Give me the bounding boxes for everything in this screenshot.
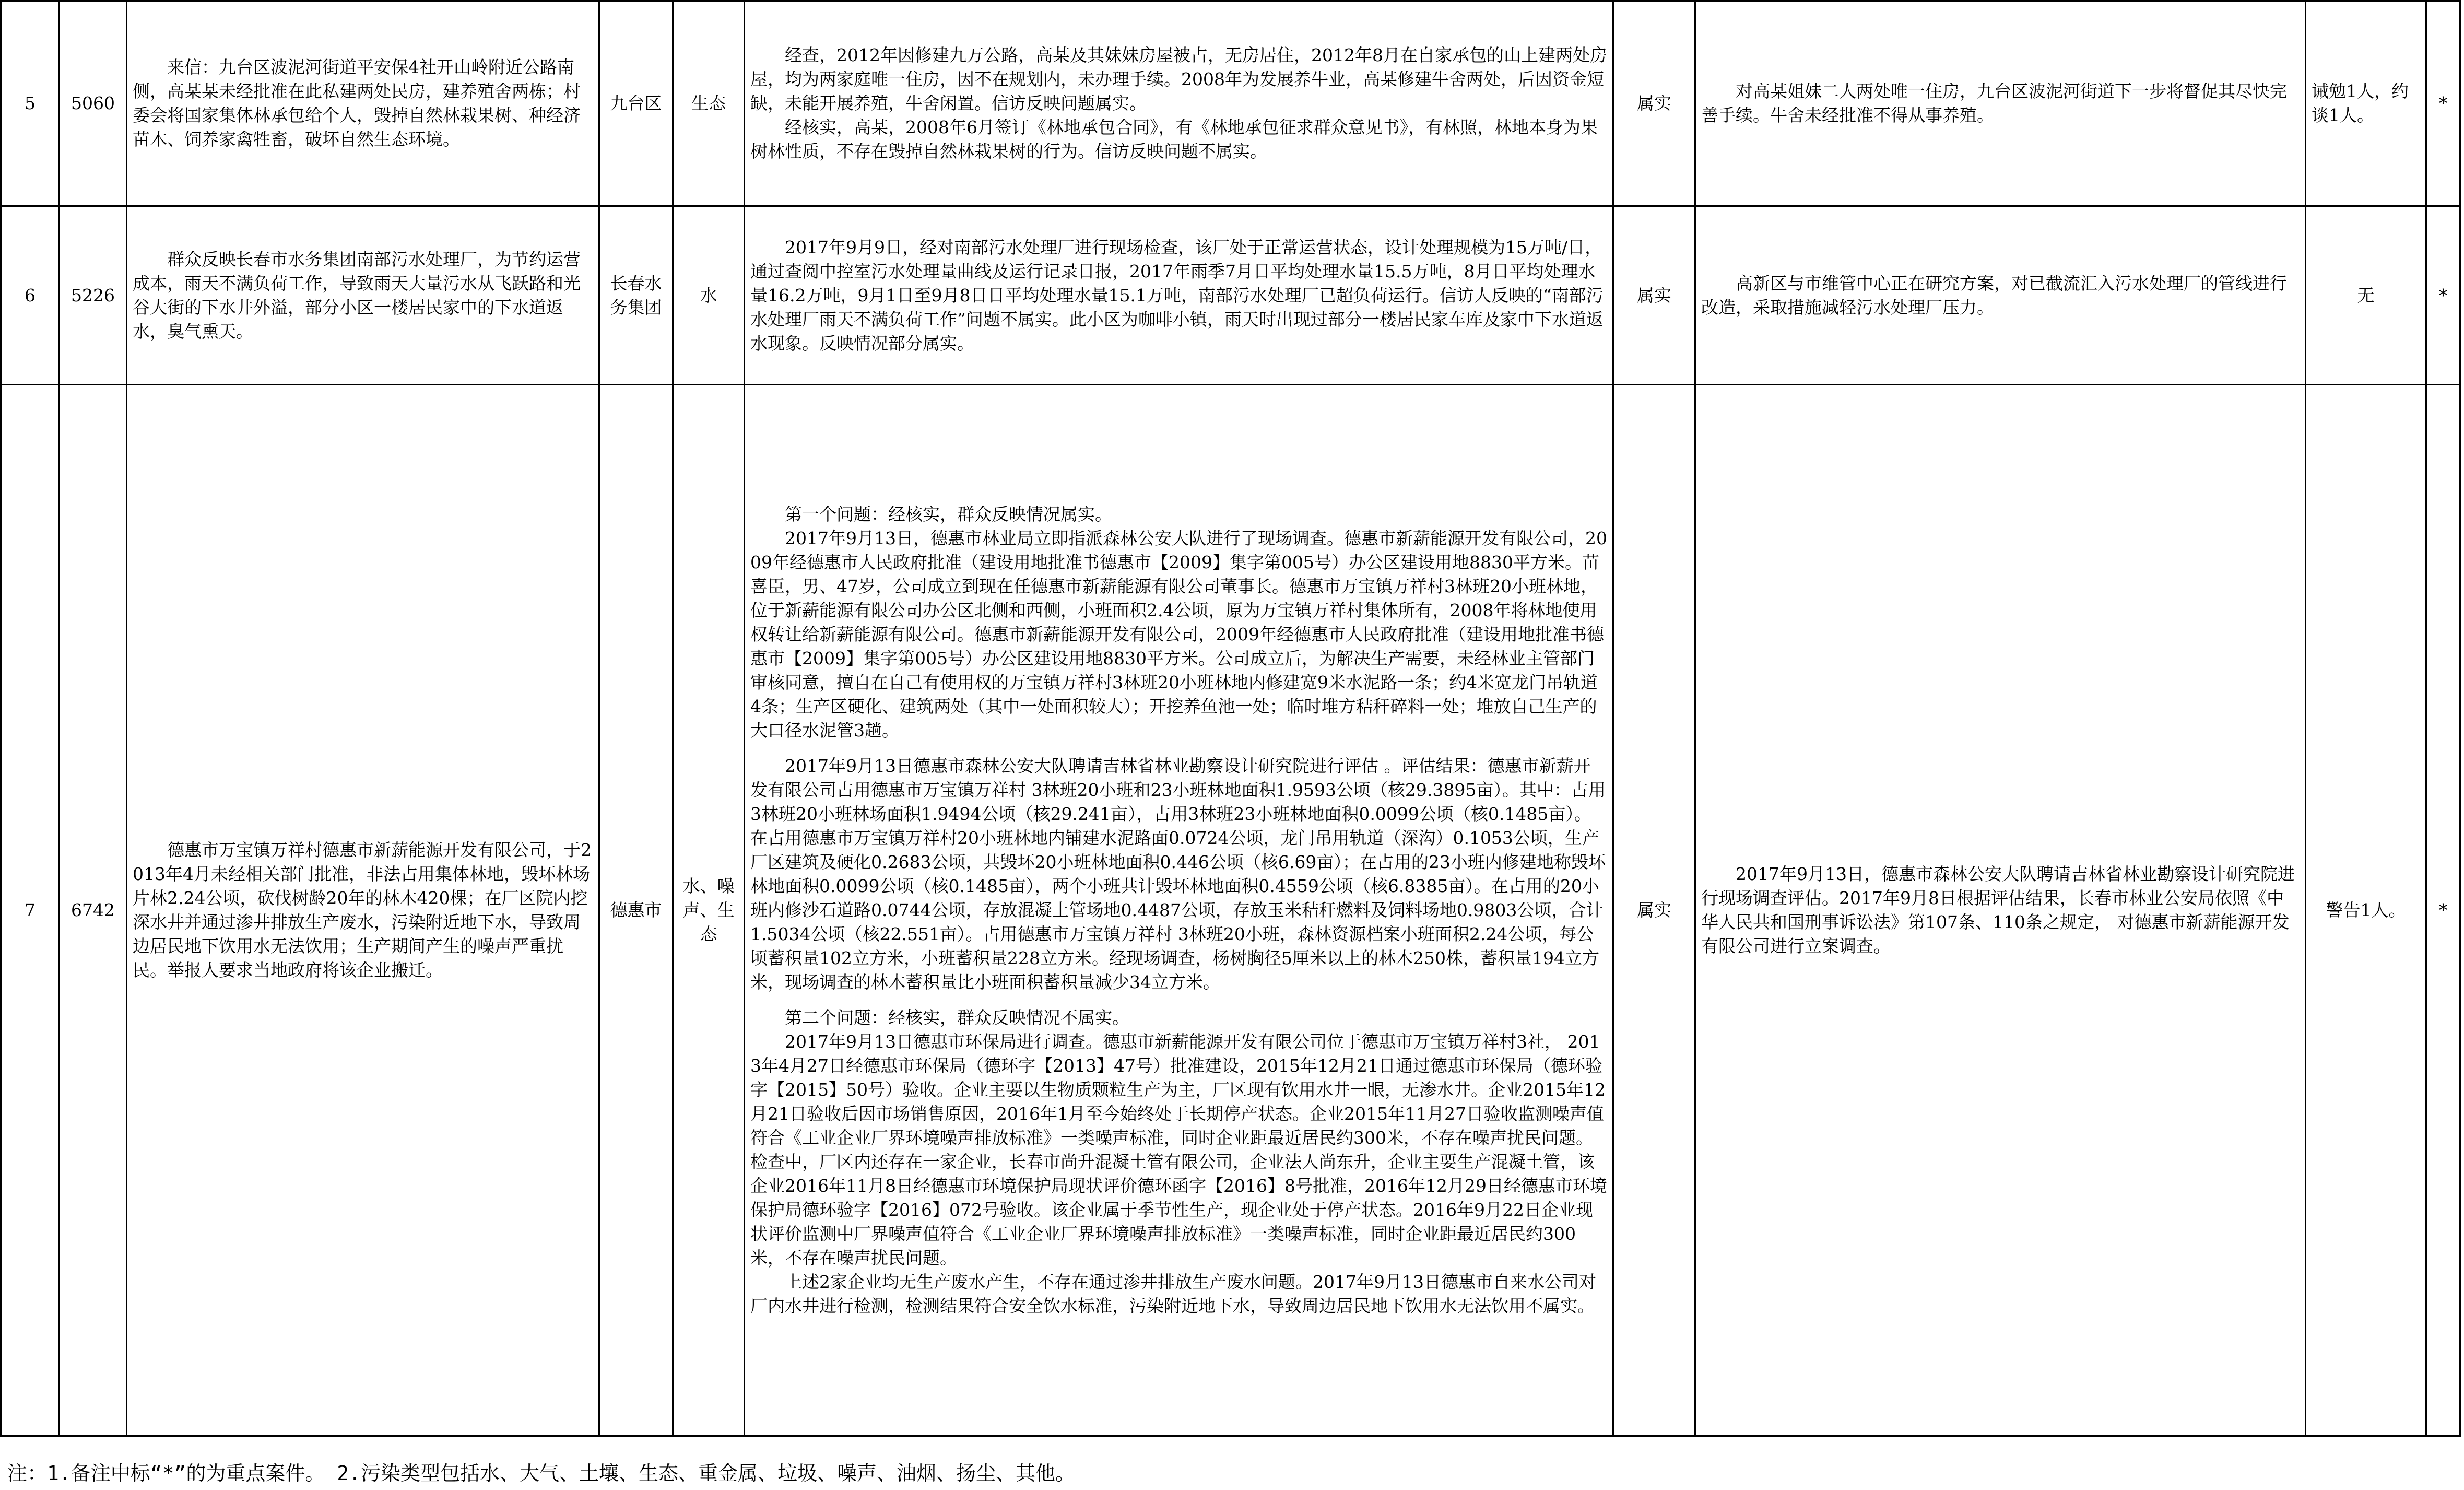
pollution-type-cell: 生态 — [673, 1, 745, 206]
result-paragraph: 2017年9月9日，经对南部污水处理厂进行现场检查，该厂处于正常运营状态，设计处理规模为15万吨/日，通过查阅中控室污水处理量曲线及运行记录日报，2017年雨季7月日平均处理水量15.5万吨，8月日平均处理水量16.2万吨，9月1日至9月8日日平均处理水量15.1万吨，南部污水处理厂已超负荷运行。信访人反映的“南部污水处理厂雨天不满负荷工作”问题不属实。此小区为咖啡小镇，雨天时出现过部分一楼居民家车库及家中下水道返水现象。反映情况部分属实。 — [750, 237, 1604, 354]
seq-cell: 7 — [1, 385, 60, 1436]
result-paragraph: 2017年9月13日德惠市森林公安大队聘请吉林省林业勘察设计研究院进行评估 。评估结果：德惠市新薪开发有限公司占用德惠市万宝镇万祥村 3林班20小班和23小班林地面积1.9593公顷（核29.3895亩）。其中：占用3林班20小班林场面积1.9494公顷（核29.241亩），占用3林班23小班林地面积0.0099公顷（核0.1485亩）。在占用德惠市万宝镇万祥村20小班林地内铺建水泥路面0.0724公顷，龙门吊用轨道（深沟）0.1053公顷，生产厂区建筑及硬化0.2683公顷，共毁坏20小班林地面积0.446公顷（核6.69亩）；在占用的23小班内修建地称毁坏林地面积0.0099公顷（核0.1485亩），两个小班共计毁坏林地面积0.4559公顷（核6.8385亩）。在占用的20小班内修沙石道路0.0744公顷，存放混凝土管场地0.4487公顷，存放玉米秸秆燃料及饲料场地0.9803公顷，合计1.5034公顷（核22.551亩）。占用德惠市万宝镇万祥村 3林班20小班，森林资源档案小班面积2.24公顷，每公顷蓄积量102立方米，小班蓄积量228立方米。经现场调查，杨树胸径5厘米以上的林木250株，蓄积量194立方米，现场调查的林木蓄积量比小班面积蓄积量减少34立方米。 — [750, 756, 1606, 992]
handling-action-cell — [1695, 1, 2306, 206]
region-cell: 九台区 — [599, 1, 673, 206]
complaint-content-cell — [127, 385, 599, 1436]
action-text: 高新区与市维管中心正在研究方案，对已截流汇入污水处理厂的管线进行改造，采取措施减轻污水处理厂压力。 — [1701, 273, 2287, 318]
seq-cell: 5 — [1, 1, 60, 206]
table-row — [1, 385, 2460, 1436]
complaint-text: 群众反映长春市水务集团南部污水处理厂，为节约运营成本，雨天不满负荷工作，导致雨天大量污水从飞跃路和光谷大街的下水井外溢，部分小区一楼居民家中的下水道返水，臭气熏天。 — [133, 249, 581, 342]
remark-cell: * — [2426, 385, 2460, 1436]
case-id-cell: 5226 — [60, 206, 127, 385]
table-row — [1, 206, 2460, 385]
result-paragraph: 第二个问题：经核实，群众反映情况不属实。 — [785, 1007, 1129, 1028]
pollution-type-cell: 水 — [673, 206, 745, 385]
investigation-result-cell — [745, 1, 1613, 206]
remark-cell: * — [2426, 206, 2460, 385]
complaint-text: 德惠市万宝镇万祥村德惠市新薪能源开发有限公司，于2013年4月未经相关部门批准，非法占用集体林地，毁坏林场片林2.24公顷，砍伐树龄20年的林木420棵；在厂区院内挖深水井并通过渗井排放生产废水，污染附近地下水，导致周边居民地下饮用水无法饮用；生产期间产生的噪声严重扰民。举报人要求当地政府将该企业搬迁。 — [133, 840, 592, 980]
result-paragraph: 2017年9月13日，德惠市林业局立即指派森林公安大队进行了现场调查。德惠市新薪能源开发有限公司，2009年经德惠市人民政府批准（建设用地批准书德惠市【2009】集字第005号）办公区建设用地8830平方米。苗喜臣，男、47岁，公司成立到现在任德惠市新薪能源有限公司董事长。德惠市万宝镇万祥村3林班20小班林地，位于新薪能源有限公司办公区北侧和西侧，小班面积2.4公顷，原为万宝镇万祥村集体所有，2008年将林地使用权转让给新薪能源有限公司。德惠市新薪能源开发有限公司，2009年经德惠市人民政府批准（建设用地批准书德惠市【2009】集字第005号）办公区建设用地8830平方米。公司成立后，为解决生产需要，未经林业主管部门审核同意，擅自在自己有使用权的万宝镇万祥村3林班20小班林地内修建宽9米水泥路一条；约4米宽龙门吊轨道4条；生产区硬化、建筑两处（其中一处面积较大）；开挖养鱼池一处；临时堆方秸秆碎料一处；堆放自己生产的大口径水泥管3趟。 — [750, 528, 1607, 741]
accountability-cell: 无 — [2306, 206, 2426, 385]
verdict-cell: 属实 — [1613, 385, 1695, 1436]
case-id-cell: 6742 — [60, 385, 127, 1436]
footnote: 注：1.备注中标“*”的为重点案件。 2.污染类型包括水、大气、土壤、生态、重金属、垃圾、噪声、油烟、扬尘、其他。 — [7, 1462, 1076, 1485]
case-id-cell: 5060 — [60, 1, 127, 206]
region-cell: 德惠市 — [599, 385, 673, 1436]
accountability-cell: 警告1人。 — [2306, 385, 2426, 1436]
action-text: 2017年9月13日，德惠市森林公安大队聘请吉林省林业勘察设计研究院进行现场调查评估。2017年9月8日根据评估结果，长春市林业公安局依照《中华人民共和国刑事诉讼法》第107条、110条之规定， 对德惠市新薪能源开发有限公司进行立案调查。 — [1701, 864, 2295, 956]
result-paragraph: 经核实，高某，2008年6月签订《林地承包合同》，有《林地承包征求群众意见书》，有林照，林地本身为果树林性质，不存在毁掉自然林栽果树的行为。信访反映问题不属实。 — [750, 117, 1598, 161]
result-paragraph: 第一个问题：经核实，群众反映情况属实。 — [785, 504, 1112, 524]
accountability-cell: 诫勉1人，约谈1人。 — [2306, 1, 2426, 206]
complaint-content-cell — [127, 206, 599, 385]
handling-action-cell — [1695, 206, 2306, 385]
handling-action-cell — [1695, 385, 2306, 1436]
result-paragraph: 上述2家企业均无生产废水产生，不存在通过渗井排放生产废水问题。2017年9月13日德惠市自来水公司对厂内水井进行检测，检测结果符合安全饮水标准，污染附近地下水，导致周边居民地下饮用水无法饮用不属实。 — [750, 1272, 1596, 1316]
region-cell: 长春水务集团 — [599, 206, 673, 385]
verdict-cell: 属实 — [1613, 206, 1695, 385]
result-paragraph: 2017年9月13日德惠市环保局进行调查。德惠市新薪能源开发有限公司位于德惠市万宝镇万祥村3社， 2013年4月27日经德惠市环保局（德环字【2013】47号）批准建设，2015年12月21日通过德惠市环保局（德环验字【2015】50号）验收。企业主要以生物质颗粒生产为主，厂区现有饮用水井一眼，无渗水井。企业2015年12月21日验收后因市场销售原因，2016年1月至今始终处于长期停产状态。企业2015年11月27日验收监测噪声值符合《工业企业厂界环境噪声排放标准》一类噪声标准，同时企业距最近居民约300米，不存在噪声扰民问题。 检查中，厂区内还存在一家企业，长春市尚升混凝土管有限公司，企业法人尚东升，企业主要生产混凝土管，该企业2016年11月8日经德惠市环境保护局现状评价德环函字【2016】8号批准，2016年12月29日经德惠市环境保护局德环验字【2016】072号验收。该企业属于季节性生产，现企业处于停产状态。2016年9月22日企业现状评价监测中厂界噪声值符合《工业企业厂界环境噪声排放标准》一类噪声标准，同时企业距最近居民约300米，不存在噪声扰民问题。 — [750, 1031, 1607, 1268]
investigation-result-cell — [745, 385, 1613, 1436]
complaint-text: 来信：九台区波泥河街道平安保4社开山岭附近公路南侧，高某某未经批准在此私建两处民房，建养殖舍两栋；村委会将国家集体林承包给个人，毁掉自然林栽果树、种经济苗木、饲养家禽牲畜，破坏自然生态环境。 — [133, 57, 581, 149]
seq-cell: 6 — [1, 206, 60, 385]
pollution-type-cell: 水、噪声、生态 — [673, 385, 745, 1436]
remark-cell: * — [2426, 1, 2460, 206]
complaint-content-cell — [127, 1, 599, 206]
table-row — [1, 1, 2460, 206]
result-paragraph: 经查，2012年因修建九万公路，高某及其妹妹房屋被占，无房居住，2012年8月在自家承包的山上建两处房屋，均为两家庭唯一住房，因不在规划内，未办理手续。2008年为发展养牛业，高某修建牛舍两处，后因资金短缺，未能开展养殖，牛舍闲置。信访反映问题属实。 — [750, 45, 1607, 113]
investigation-result-cell — [745, 206, 1613, 385]
verdict-cell: 属实 — [1613, 1, 1695, 206]
action-text: 对高某姐妹二人两处唯一住房，九台区波泥河街道下一步将督促其尽快完善手续。牛舍未经批准不得从事养殖。 — [1701, 81, 2287, 125]
